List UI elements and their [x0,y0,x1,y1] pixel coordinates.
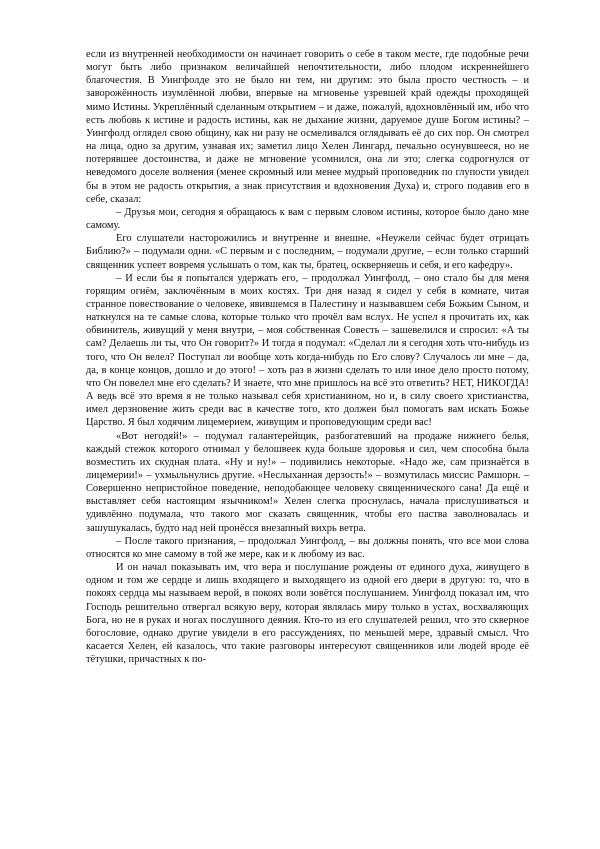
paragraph-1: если из внутренней необходимости он начинает говорить о себе в таком месте, где подобные речи могут быть либо признаком величайшей непочтительности, либо плодом искреннейшего благочестия. В Уингфолде это не было ни тем, ни другим: это была просто честность – и заворожённость изумлённой любви, впервые на мгновенье узревшей край одежды проходящей мимо Истины. Укреплённый сделанным открытием – и даже, пожалуй, вдохновлённый им, ибо что есть любовь к истине и радость истины, как не дыхание жизни, даруемое душе Богом истины? – Уингфолд оглядел свою общину, как ни разу не осмеливался оглядывать её до сих пор. Он смотрел на лица, одно за другим, узнавая их; заметил лицо Хелен Лингард, печально осунувшееся, но не потерявшее достоинства, и даже не мгновение усомнился, она ли это; слегка содрогнулся от неведомого доселе волнения (менее скромный или менее мудрый проповедник по глупости увидел бы в этом не радость открытия, а знак присутствия и вдохновения Духа) и, строго подавив его в себе, сказал: [86,49,529,205]
paragraph-6: – После такого признания, – продолжал Уингфолд, – вы должны понять, что все мои слова относятся ко мне самому в той же мере, как и к любому из вас. [86,535,529,560]
paragraph-3: Его слушатели насторожились и внутренне и внешне. «Неужели сейчас будет отрицать Библию?» – подумали одни. «С первым и с последним, – подумали другие, – если только старший священник успеет вовремя услышать о том, как ты, братец, оскверняешь и себя, и его кафедру». [86,233,529,271]
paragraph-4: – И если бы я попытался удержать его, – продолжал Уингфолд, – оно стало бы для меня горящим огнём, заключённым в моих костях. Три дня назад я сидел у себя в комнате, читая странное повествование о человеке, явившемся в Палестину и называвшем себя Божьим Сыном, и наткнулся на те самые слова, которые только что прочёл вам вслух. Не успел я прочитать их, как обвинитель, живущий у меня внутри, – моя собственная Совесть – зашевелился и спросил: «А ты сам? Делаешь ли ты, что Он говорит?» И тогда я подумал: «Сделал ли я сегодня хоть что-нибудь из того, что Он велел? Поступал ли вообще хоть когда-нибудь по Его слову? Случалось ли мне – да, да, в конце концов, дошло и до этого! – хоть раз в жизни сделать то или иное дело просто потому, что Он повелел мне его сделать? И знаете, что мне пришлось на всё это ответить? НЕТ, НИКОГДА! А ведь всё это время я не только называл себя христианином, но и, в силу своего христианства, имел дерзновение жить среди вас в качестве того, кто должен был помогать вам искать Божье Царство. Я был ходячим лицемерием, живущим и проповедующим среди вас! [86,272,529,429]
paragraph-5: «Вот негодяй!» – подумал галантерейщик, разбогатевший на продаже нижнего белья, каждый стежок которого отнимал у белошвеек куда больше здоровья и сил, чем способна была возместить их скудная плата. «Ну и ну!» – подивились некоторые. «Надо же, сам признаётся в лицемерии!» – ухмыльнулись другие. «Неслыханная дерзость!» – возмутилась миссис Рамшорн. – Совершенно непристойное поведение, неподобающее человеку священнического сана! Да ещё и выставляет себя настоящим язычником!» Хелен слегка проснулась, начала прислушиваться и удивлённо подумала, что такого мог сказать священник, чтобы его паства заволновалась и зашушукалась, будто над ней пронёсся внезапный вихрь ветра. [86,430,529,534]
paragraph-2: – Друзья мои, сегодня я обращаюсь к вам с первым словом истины, которое было дано мне самому. [86,206,529,232]
document-page [86,48,529,666]
paragraph-7: И он начал показывать им, что вера и послушание рождены от единого духа, живущего в одном и том же сердце и лишь входящего и выходящего из одной его двери в другую: то, что в покоях сердца мы называем верой, в покоях воли зовётся послушанием. Уингфолд показал им, что Господь решительно отвергал всякую веру, которая являлась миру только в устах, восхваляющих Бога, но не в руках и ногах послушного деяния. Кто-то из его слушателей решил, что это скверное богословие, однако другие увидели в его рассуждениях, по меньшей мере, здравый смысл. Что касается Хелен, ей казалось, что такие разговоры интересуют священников или людей вроде её тётушки, причастных к по- [86,562,529,666]
